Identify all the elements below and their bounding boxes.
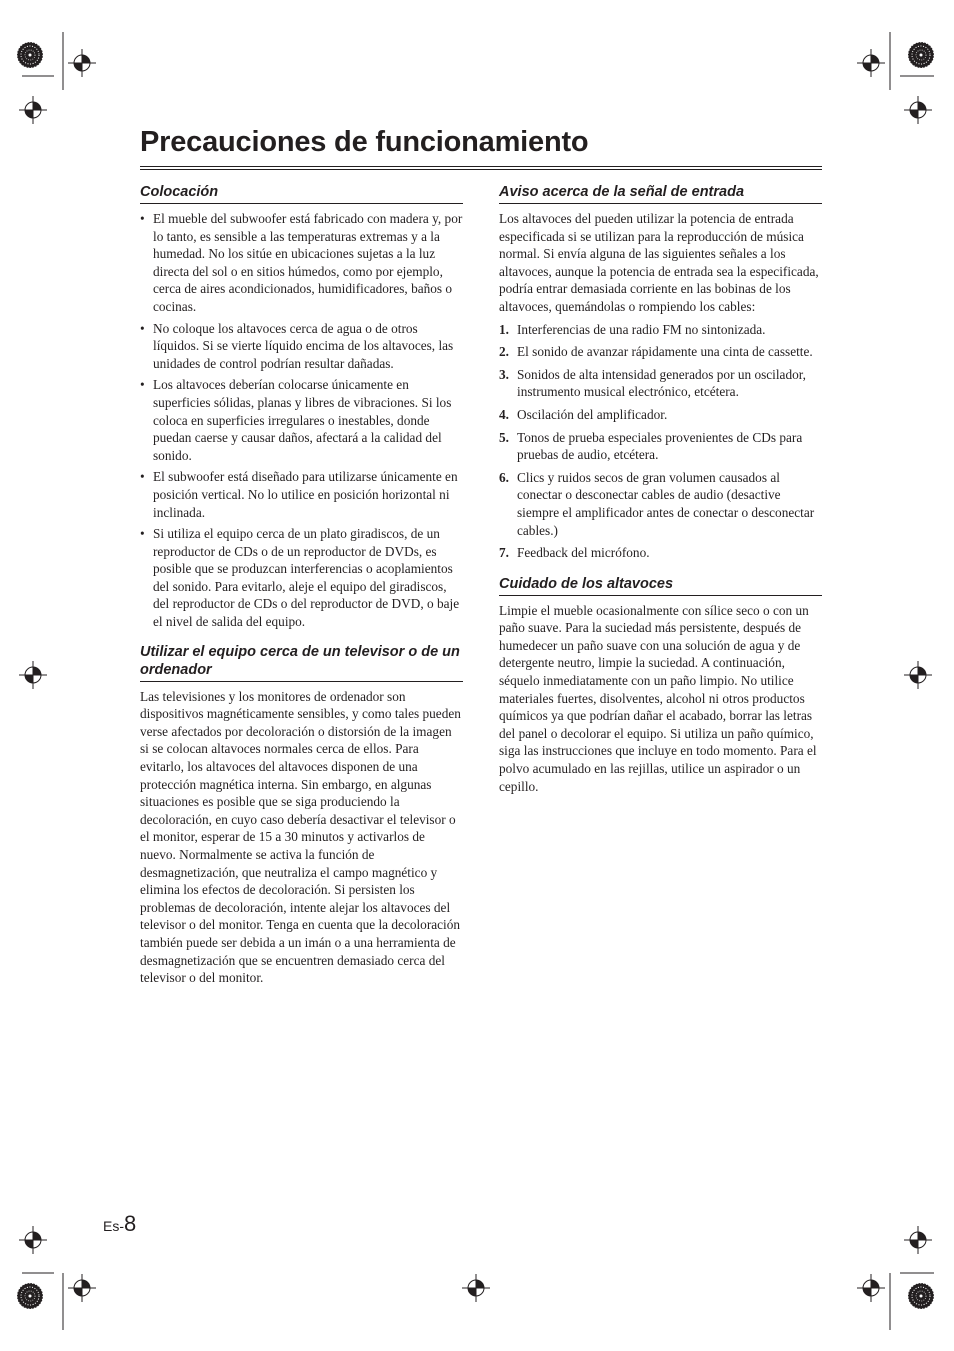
bullet-icon: •	[140, 469, 145, 485]
list-item	[499, 406, 822, 424]
bullet-icon: •	[140, 377, 145, 393]
page-number-prefix: Es-	[103, 1218, 124, 1234]
section-heading: Utilizar el equipo cerca de un televisor o de un ordenador	[140, 643, 463, 682]
section-televisor	[140, 643, 463, 987]
paragraph: Limpie el mueble ocasionalmente con sílice seco o con un paño suave. Para la suciedad más persistente, después de humedecer un paño suave con una solución de agua y de detergente neutro, limpie la suciedad. A continuación, séquelo inmediatamente con un paño limpio. No utilice materiales fuertes, disolventes, alcohol ni otros productos químicos ya que podrían dañar el acabado, borrar las letras del panel o decolorar el equipo. Si utiliza un paño químico, siga las instrucciones que incluye en todo momento. Para el polvo acumulado en las rejillas, utilice un aspirador o un cepillo.	[499, 602, 817, 794]
item-number: 7.	[499, 545, 509, 561]
list-item	[499, 544, 822, 562]
numbered-list	[499, 321, 822, 562]
registration-mark	[904, 1226, 932, 1254]
title-rule	[140, 166, 822, 170]
registration-mark	[904, 661, 932, 689]
list-item-text: Sonidos de alta intensidad generados por un oscilador, instrumento musical electrónico, etcétera.	[517, 366, 806, 400]
list-item-text: El sonido de avanzar rápidamente una cinta de cassette.	[517, 344, 813, 360]
list-item	[499, 429, 822, 464]
list-item	[140, 210, 463, 316]
section-cuidado	[499, 575, 822, 796]
section-heading: Colocación	[140, 183, 463, 204]
section-heading: Aviso acerca de la señal de entrada	[499, 183, 822, 204]
paragraph: Los altavoces del pueden utilizar la potencia de entrada especificada si se utilizan para la reproducción de música normal. Si envía alguna de las siguientes señales a los altavoces, aunque la potencia de entrada sea la especificada, podría entrar demasiada corriente en las bobinas de los altavoces, quemándolas o rompiendo los cables:	[499, 211, 819, 314]
list-item	[499, 321, 822, 339]
registration-mark	[857, 49, 885, 77]
list-item-text: Los altavoces deberían colocarse únicamente en superficies sólidas, planas y libres de vibraciones. Si los coloca en superficies irregulares o inestables, donde puedan caerse y causar daños, afectará a la calidad del sonido.	[153, 377, 452, 463]
registration-mark	[19, 96, 47, 124]
bullet-icon: •	[140, 211, 145, 226]
list-item	[140, 376, 463, 464]
registration-mark	[19, 1226, 47, 1254]
page-number	[103, 1211, 136, 1237]
item-number: 1.	[499, 321, 509, 337]
list-item-text: Si utiliza el equipo cerca de un plato giradiscos, de un reproductor de CDs o de un reproductor de DVDs, es posible que se produzcan interferencias o acoplamientos del sonido. Para evitarlo, aleje el equipo del giradiscos, del reproductor de CDs o del reproductor de DVD, o baje el nivel de salida del equipo.	[153, 526, 460, 630]
list-item	[140, 320, 463, 373]
registration-mark	[857, 1274, 885, 1302]
registration-mark	[904, 96, 932, 124]
page-number-value: 8	[124, 1211, 137, 1236]
list-item-text: El mueble del subwoofer está fabricado con madera y, por lo tanto, es sensible a las temperaturas extremas y a la humedad. No los sitúe en ubicaciones sujetas a la luz directa del sol o en sitios húmedos, como por ejemplo, cerca de aires acondicionados, humidificadores, baños o cocinas.	[153, 211, 463, 314]
item-number: 2.	[499, 344, 509, 360]
section-heading: Cuidado de los altavoces	[499, 575, 822, 596]
corner-star-bottom-right	[908, 1283, 934, 1309]
list-item-text: Feedback del micrófono.	[517, 545, 650, 561]
right-column	[499, 183, 822, 800]
item-number: 6.	[499, 469, 509, 485]
list-item	[140, 468, 463, 521]
registration-mark	[462, 1274, 490, 1302]
left-column	[140, 183, 463, 992]
list-item	[499, 366, 822, 401]
paragraph: Las televisiones y los monitores de ordenador son dispositivos magnéticamente sensibles, y como tales pueden verse afectados por decoloración o distorsión de la imagen si se colocan altavoces normales cerca de ellos. Para evitarlo, los altavoces del altavoces disponen de una protección magnética interna. Sin embargo, en algunas situaciones es posible que se siga produciendo la decoloración, en cuyo caso debería desactivar el televisor o el monitor, esperar de 15 a 30 minutos y activarlos de nuevo. Normalmente se activa la función de desmagnetización, que neutraliza el campo magnético y elimina los efectos de decoloración. Si persisten los problemas de decoloración, intente alejar los altavoces del televisor o del monitor. Tenga en cuenta que la decoloración también puede ser debida a un imán o a una herramienta de desmagnetización que se encuentren demasiado cerca del televisor o del monitor.	[140, 688, 461, 986]
list-item	[140, 525, 463, 631]
list-item	[499, 343, 822, 361]
page-title: Precauciones de funcionamiento	[140, 126, 589, 158]
registration-mark	[68, 1274, 96, 1302]
corner-star-top-left	[17, 42, 43, 68]
list-item-text: Clics y ruidos secos de gran volumen causados al conectar o desconectar cables de audio (desactive siempre el amplificador antes de conectar o desconectar cables.)	[517, 469, 815, 538]
item-number: 3.	[499, 366, 509, 382]
list-item-text: El subwoofer está diseñado para utilizarse únicamente en posición vertical. No lo utilice en posición horizontal ni inclinada.	[153, 469, 458, 520]
registration-mark	[68, 49, 96, 77]
corner-star-bottom-left	[17, 1283, 43, 1309]
corner-star-top-right	[908, 42, 934, 68]
list-item	[499, 469, 822, 539]
bullet-list	[140, 210, 463, 631]
spacer	[140, 635, 463, 643]
list-item-text: Interferencias de una radio FM no sintonizada.	[517, 321, 766, 337]
list-item-text: No coloque los altavoces cerca de agua o de otros líquidos. Si se vierte líquido encima de los altavoces, las unidades de control podrían resultar dañadas.	[153, 320, 454, 371]
section-colocacion	[140, 183, 463, 631]
list-item-text: Oscilación del amplificador.	[517, 406, 668, 422]
list-item-text: Tonos de prueba especiales provenientes de CDs para pruebas de audio, etcétera.	[517, 429, 803, 463]
bullet-icon: •	[140, 526, 145, 542]
spacer	[499, 567, 822, 575]
bullet-icon: •	[140, 320, 145, 336]
item-number: 5.	[499, 429, 509, 445]
section-aviso	[499, 183, 822, 562]
item-number: 4.	[499, 406, 509, 422]
registration-mark	[19, 661, 47, 689]
